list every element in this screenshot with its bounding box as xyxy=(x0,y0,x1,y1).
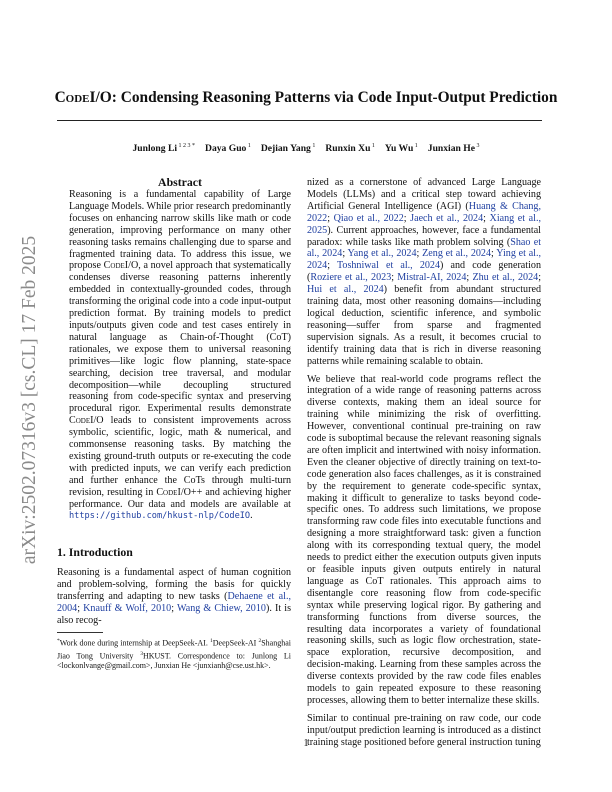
author-affiliation-marker: 1 xyxy=(310,143,316,149)
text-segment: DeepSeek-AI xyxy=(212,638,259,648)
citation-link[interactable]: Roziere et al., 2023 xyxy=(310,272,392,284)
text-segment: I/O, a novel approach that systematically condenses diverse reasoning patterns inherently embedded in contextually-grounded codes, through transforming the original code into a code input-output prediction format. By training models to predict inputs/outputs given code and test cases entirely in natural language as Chain-of-Thought (CoT) rationales, we expose them to universal reasoning primitives—like logic flow planning, state-space searching, decision tree traversal, and modular decomposition—while decoupling structured reasoning from code-specific syntax and preserving procedural rigor. Experimental results demonstrate xyxy=(69,260,291,415)
text-segment: nized as a cornerstone of advanced Large Language Models (LLMs) and a critical step toward achieving Artificial General Intelligence (AGI) ( xyxy=(307,177,541,212)
method-name: Code xyxy=(69,415,91,427)
text-segment: Reasoning is a fundamental capability of Large Language Models. While prior research predominantly focuses on enhancing narrow skills like math or code generation, improving performance on many other reasoning tasks remains challenging due to sparse and fragmented training data. To address this issue, we propose xyxy=(69,189,291,272)
arxiv-identifier-stamp: arXiv:2502.07316v3 [cs.CL] 17 Feb 2025 xyxy=(19,235,40,565)
right-column xyxy=(307,177,541,749)
citation-link[interactable]: Hui et al., 2024 xyxy=(307,284,384,296)
citation-link[interactable]: Knauff & Wolf, 2010 xyxy=(83,603,172,615)
author xyxy=(325,143,375,154)
text-segment: ; xyxy=(391,272,398,284)
title-rule xyxy=(57,120,542,121)
author xyxy=(428,143,480,154)
footnote-marker: 3 xyxy=(140,650,143,657)
text-segment: We believe that real-world code programs reflect the integration of a wide range of reasoning patterns across diverse contexts, making them an ideal source for training while minimizing the risk of overfitting. However, conventional continual pre-training on raw code is suboptimal because the relevant reasoning signals are often implicit and intertwined with noisy information. Even the cleaner objective of directly training on text-to-code generation also faces challenges, as it is constrained by the requirement to generate code-specific syntax, making it difficult to generalize to tasks beyond code-specific ones. To address such limitations, we propose transforming raw code files into executable functions and designing a more straightforward task: given a function along with its corresponding textual query, the model needs to predict either the execution outputs given inputs or feasible inputs given outputs entirely in natural language as CoT rationales. This approach aims to disentangle core reasoning flow from code-specific syntax while preserving logical rigor. By gathering and transforming functions from diverse sources, the resulting data incorporates a variety of foundational reasoning skills, such as logic flow orchestration, state-space exploration, recursive decomposition, and decision-making. Learning from these samples across the diverse contexts provided by the raw code files enables models to gain repeated exposure to these reasoning processes, allowing them to better internalize these skills. xyxy=(307,373,541,706)
author xyxy=(261,143,316,154)
citation-link[interactable]: Yang et al., 2024 xyxy=(347,248,417,260)
author-affiliation-marker: 3 xyxy=(474,143,480,149)
left-column xyxy=(57,176,291,671)
text-segment: ; xyxy=(538,272,542,284)
text-segment: I/O leads to consistent improvements across symbolic, scientific, logic, math & numerical, and commonsense reasoning tasks. By matching the existing ground-truth outputs or re-executing the code with predicted inputs, we can verify each prediction and further enhance the CoTs through multi-turn revision, resulting in xyxy=(69,415,291,498)
author-affiliation-marker: 1 xyxy=(413,143,418,149)
author-affiliation-marker: 1 2 3 * xyxy=(177,143,196,149)
text-segment: Work done during internship at DeepSeek-AI. xyxy=(59,638,211,648)
text-segment: ) benefit from abundant structured training data, most other reasoning domains—including logical deduction, scientific inference, and symbolic reasoning—suffer from sparse and fragmented supervision signals. As a result, it becomes crucial to identify training data that is rich in diverse reasoning patterns while remaining scalable to obtain. xyxy=(307,284,541,367)
author-list xyxy=(0,143,612,154)
text-segment: ) and code generation ( xyxy=(307,260,541,284)
text-segment: Reasoning is a fundamental aspect of human cognition and problem-solving, forming the basis for quickly transferring and adapting to new tasks ( xyxy=(57,567,291,603)
citation-link[interactable]: Qiao et al., 2022 xyxy=(333,212,404,224)
text-segment: ; xyxy=(403,212,411,224)
text-segment: Shanghai Jiao Tong University xyxy=(57,638,291,661)
title-text: I/O: Condensing Reasoning Patterns via Code Input-Output Prediction xyxy=(89,89,558,106)
footnote-marker: * xyxy=(57,637,60,644)
code-url-link[interactable]: https://github.com/hkust-nlp/CodeIO xyxy=(69,511,251,522)
section-heading-introduction: 1. Introduction xyxy=(57,545,133,560)
footnote xyxy=(57,636,291,671)
citation-link[interactable]: Zeng et al., 2024 xyxy=(422,248,492,260)
text-segment: ; xyxy=(416,248,423,260)
author-affiliation-marker: 1 xyxy=(370,143,375,149)
abstract-heading: Abstract xyxy=(158,175,202,189)
citation-link[interactable]: Wang & Chiew, 2010 xyxy=(177,603,266,615)
text-segment: HKUST. Correspondence to: Junlong Li <lockonlvange@gmail.com>, Junxian He <junxianh@cse.ust.hk>. xyxy=(57,651,291,671)
author-name: Dejian Yang xyxy=(260,143,311,155)
text-segment: ; xyxy=(171,603,177,615)
text-segment: ; xyxy=(327,260,337,272)
method-name: Code xyxy=(103,260,125,272)
title-smallcaps: Code xyxy=(54,89,90,106)
text-segment: ; xyxy=(491,248,497,260)
citation-link[interactable]: Toshniwal et al., 2024 xyxy=(336,260,441,272)
abstract-body xyxy=(69,189,291,523)
text-segment: I/O++ and achieving higher performance. Our data and models are available at xyxy=(69,486,291,510)
author-name: Runxin Xu xyxy=(325,143,371,155)
citation-link[interactable]: Xiang et al., 2025 xyxy=(307,212,541,236)
text-segment: ; xyxy=(327,212,334,224)
text-segment: ; xyxy=(77,603,84,615)
footnote-rule xyxy=(57,632,103,633)
intro-paragraph xyxy=(307,374,541,707)
text-segment: ; xyxy=(342,248,348,260)
citation-link[interactable]: Dehaene et al., 2004 xyxy=(57,591,291,615)
text-segment: Similar to continual pre-training on raw code, our code input/output prediction learning is introduced as a distinct training stage positioned before general instruction tuning xyxy=(307,712,541,748)
author-name: Junxian He xyxy=(427,143,475,155)
author-name: Junlong Li xyxy=(132,143,178,155)
text-segment: ). It is also recog- xyxy=(57,603,291,626)
text-segment: ). Current approaches, however, face a fundamental paradox: while tasks like math problem solving ( xyxy=(307,224,541,248)
page-number: 1 xyxy=(303,738,309,749)
author-affiliation-marker: 1 xyxy=(246,143,251,149)
citation-link[interactable]: Huang & Chang, 2022 xyxy=(307,200,542,224)
footnote-marker: 1 xyxy=(210,637,213,644)
citation-link[interactable]: Ying et al., 2024 xyxy=(307,248,542,272)
text-segment: . xyxy=(250,510,253,522)
text-segment: ; xyxy=(466,272,473,284)
intro-paragraph xyxy=(57,567,291,627)
method-name: Code xyxy=(156,486,178,498)
author-name: Daya Guo xyxy=(205,143,247,155)
intro-paragraph xyxy=(307,177,541,368)
citation-link[interactable]: Zhu et al., 2024 xyxy=(472,272,539,284)
paper-title xyxy=(0,89,612,107)
author-name: Yu Wu xyxy=(384,143,414,155)
footnote-marker: 2 xyxy=(258,637,262,644)
citation-link[interactable]: Shao et al., 2024 xyxy=(307,236,541,260)
citation-link[interactable]: Mistral-AI, 2024 xyxy=(397,272,467,284)
citation-link[interactable]: Jaech et al., 2024 xyxy=(410,212,484,224)
author xyxy=(205,143,251,154)
author xyxy=(133,143,196,154)
text-segment: ; xyxy=(483,212,490,224)
author xyxy=(385,143,418,154)
